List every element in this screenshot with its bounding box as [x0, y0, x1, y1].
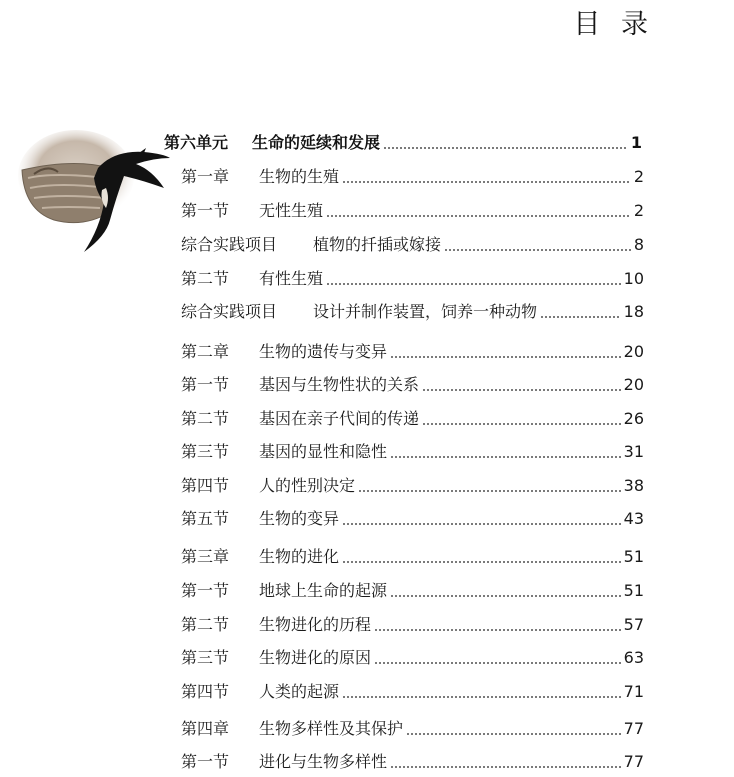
- toc-title: 无性生殖: [259, 201, 324, 220]
- toc-title: 有性生殖: [259, 269, 324, 288]
- toc-page-number: 51: [623, 547, 644, 566]
- toc-entry-section[interactable]: [181, 265, 644, 289]
- toc-page-number: 1: [630, 133, 642, 152]
- page-title: 目 录: [573, 9, 654, 40]
- toc-label: 第四节: [181, 476, 230, 495]
- toc-page-number: 2: [633, 201, 644, 220]
- toc-label: 第三节: [181, 442, 230, 461]
- toc-page-number: 77: [623, 719, 644, 738]
- toc-entry-project[interactable]: [181, 298, 644, 322]
- dot-leader: [390, 766, 621, 768]
- toc-label: 第四节: [181, 682, 230, 701]
- toc-page-number: 43: [623, 509, 644, 528]
- toc-label: 第六单元: [164, 133, 229, 152]
- toc-page-number: 20: [623, 375, 644, 394]
- toc-label: 第三节: [181, 648, 230, 667]
- toc-entry-section[interactable]: [181, 438, 644, 462]
- dot-leader: [390, 356, 621, 358]
- toc-title: 基因与生物性状的关系: [259, 375, 420, 394]
- toc-entry-section[interactable]: [181, 644, 644, 668]
- toc-entry-project[interactable]: [181, 231, 644, 255]
- dot-leader: [383, 147, 628, 149]
- toc-entry-section[interactable]: [181, 611, 644, 635]
- toc-title: 进化与生物多样性: [259, 752, 388, 771]
- toc-title: 基因在亲子代间的传递: [259, 409, 420, 428]
- dot-leader: [540, 316, 621, 318]
- toc-page-number: 26: [623, 409, 644, 428]
- toc-label: 第三章: [181, 547, 230, 566]
- toc-entry-chapter[interactable]: [181, 715, 644, 739]
- toc-title: 生物进化的历程: [259, 615, 372, 634]
- toc-title: 生物多样性及其保护: [259, 719, 404, 738]
- toc-title: 生物的进化: [259, 547, 340, 566]
- toc-entry-section[interactable]: [181, 748, 644, 772]
- toc-label: 第一节: [181, 752, 230, 771]
- toc-entry-section[interactable]: [181, 371, 644, 395]
- toc-page-number: 57: [623, 615, 644, 634]
- toc-title: 生物的遗传与变异: [259, 342, 388, 361]
- dot-leader: [358, 490, 621, 492]
- dot-leader: [390, 595, 621, 597]
- toc-label: 第二节: [181, 269, 230, 288]
- toc-label: 第一节: [181, 201, 230, 220]
- toc-title: 设计并制作装置，饲养一种动物: [313, 302, 538, 321]
- dot-leader: [342, 696, 621, 698]
- toc-entry-section[interactable]: [181, 197, 644, 221]
- dot-leader: [326, 283, 621, 285]
- toc-label: 第一节: [181, 581, 230, 600]
- toc-page-number: 2: [633, 167, 644, 186]
- toc-title: 生物的生殖: [259, 167, 340, 186]
- toc-entry-chapter[interactable]: [181, 338, 644, 362]
- dot-leader: [342, 561, 621, 563]
- toc-label: 第一节: [181, 375, 230, 394]
- dot-leader: [422, 423, 621, 425]
- toc-label: 综合实践项目: [181, 302, 278, 321]
- toc-label: 综合实践项目: [181, 235, 278, 254]
- toc-entry-chapter[interactable]: [181, 163, 644, 187]
- toc-page-number: 8: [633, 235, 644, 254]
- dot-leader: [374, 662, 621, 664]
- toc-label: 第二节: [181, 615, 230, 634]
- dot-leader: [374, 629, 621, 631]
- toc-label: 第五节: [181, 509, 230, 528]
- toc-entry-section[interactable]: [181, 678, 644, 702]
- dot-leader: [342, 523, 621, 525]
- toc-page-number: 10: [623, 269, 644, 288]
- toc-page-number: 38: [623, 476, 644, 495]
- toc-entry-chapter[interactable]: [181, 543, 644, 567]
- toc-title: 基因的显性和隐性: [259, 442, 388, 461]
- dot-leader: [406, 733, 621, 735]
- toc-entry-section[interactable]: [181, 505, 644, 529]
- toc-title: 地球上生命的起源: [259, 581, 388, 600]
- toc-title: 人的性别决定: [259, 476, 356, 495]
- toc-title: 人类的起源: [259, 682, 340, 701]
- toc-page-number: 18: [623, 302, 644, 321]
- toc-page-number: 77: [623, 752, 644, 771]
- toc-page-number: 71: [623, 682, 644, 701]
- toc-title: 生物进化的原因: [259, 648, 372, 667]
- toc-label: 第二章: [181, 342, 230, 361]
- toc-title: 生命的延续和发展: [252, 133, 381, 152]
- toc-page-number: 31: [623, 442, 644, 461]
- dot-leader: [444, 249, 631, 251]
- toc-entry-unit-6[interactable]: [164, 129, 642, 153]
- dot-leader: [422, 389, 621, 391]
- dot-leader: [390, 456, 621, 458]
- toc-title: 生物的变异: [259, 509, 340, 528]
- toc-label: 第一章: [181, 167, 230, 186]
- toc-entry-section[interactable]: [181, 472, 644, 496]
- toc-entry-section[interactable]: [181, 577, 644, 601]
- toc-page-number: 20: [623, 342, 644, 361]
- dot-leader: [342, 181, 631, 183]
- toc-entry-section[interactable]: [181, 405, 644, 429]
- dot-leader: [326, 215, 631, 217]
- toc-page-number: 51: [623, 581, 644, 600]
- toc-page-number: 63: [623, 648, 644, 667]
- toc-label: 第四章: [181, 719, 230, 738]
- toc-title: 植物的扦插或嫁接: [313, 235, 442, 254]
- toc-label: 第二节: [181, 409, 230, 428]
